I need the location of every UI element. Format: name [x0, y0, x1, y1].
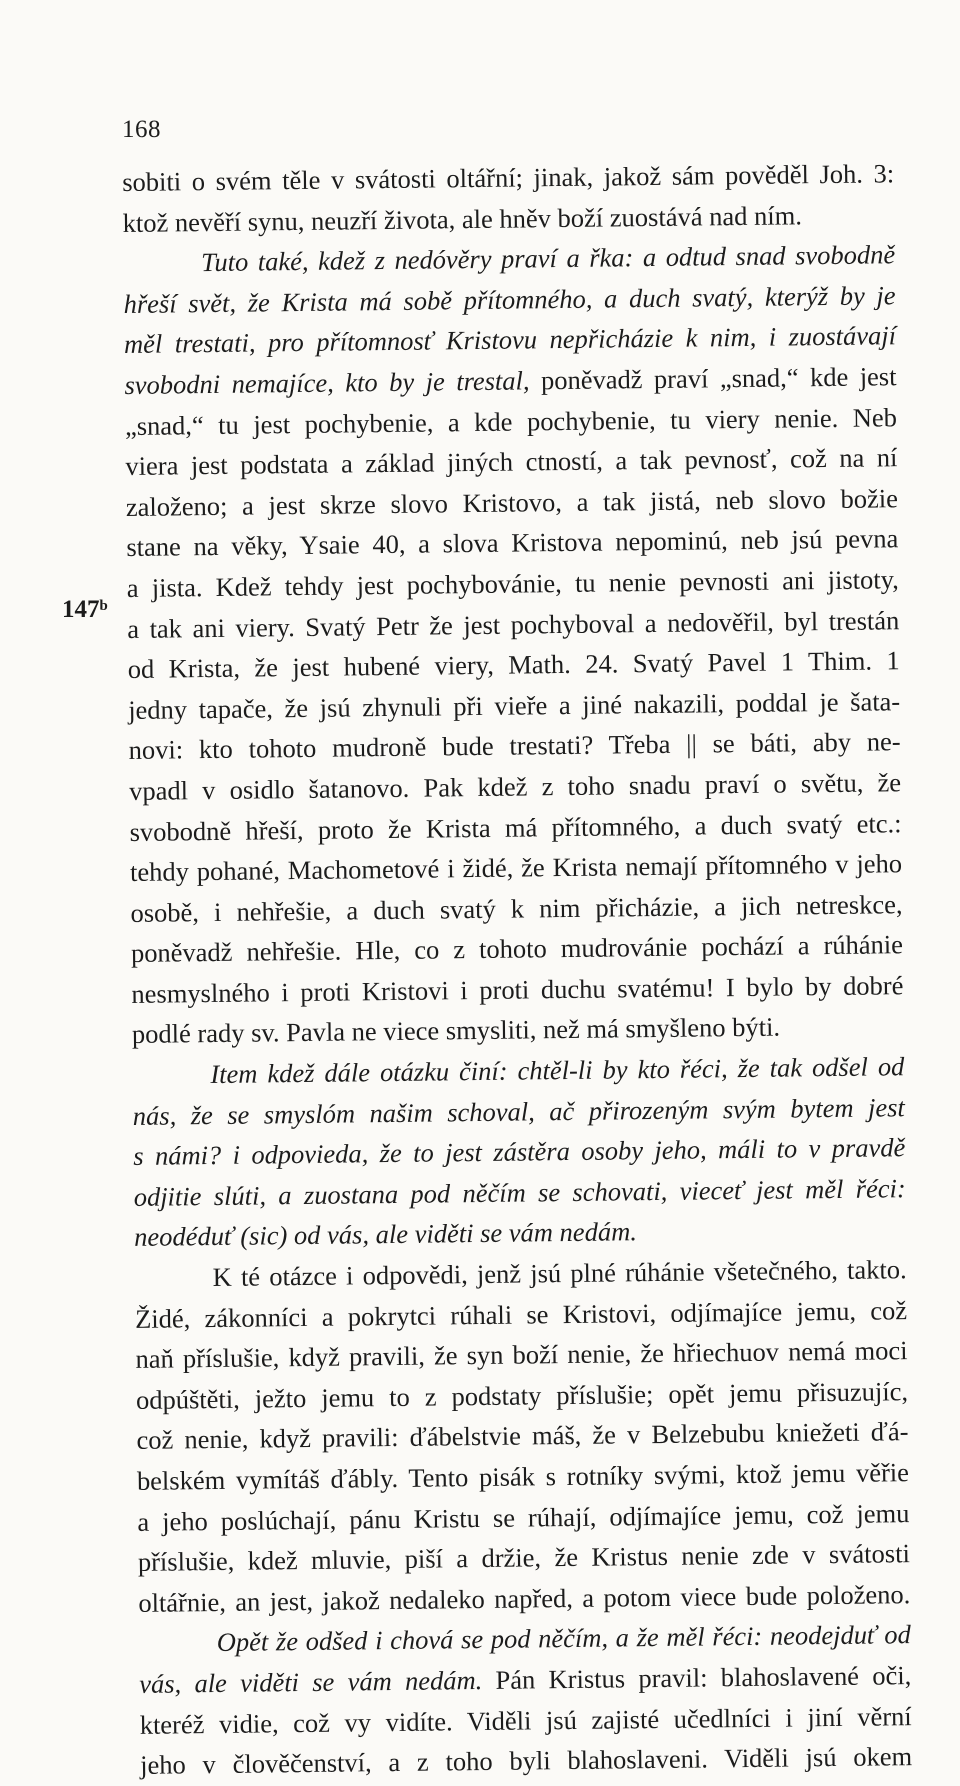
text-segment: vpadl v osidlo šatanovo. Pak kdež z toho snadu praví o světu, že	[128, 767, 902, 806]
text-segment: „snad,“ tu jest pochybenie, a kde pochybenie, tu viery nenie. Neb	[124, 401, 898, 441]
text-segment: viera jest podstata a základ jiných ctností, a tak pevnosť, což na ní	[125, 442, 898, 482]
italic-text-segment: Opět že odšed i chová se pod něčím, a že měl řéci: neodejduť od	[216, 1619, 911, 1658]
text-segment: nesmyslného i proti Kristovi i proti duchu svatému! I bylo by dobré	[131, 970, 904, 1009]
italic-text-segment: odjitie slúti, a zuostana pod něčím se schovati, vieceť jest měl řéci:	[133, 1173, 906, 1212]
text-segment: Židé, zákonníci a pokrytci rúhali se Kristovi, odjímajíce jemu, což	[134, 1294, 908, 1334]
page-number: 168	[122, 116, 161, 143]
text-segment: a tak ani viery. Svatý Petr že jest pochyboval a nedověřil, byl trestán	[127, 604, 900, 644]
text-segment: podlé rady sv. Pavla ne viece smysliti, než má smyšleno býti.	[131, 1012, 781, 1050]
text-segment: naň příslušie, když pravili, že syn boží nenie, že hřiechuov nemá moci	[135, 1335, 908, 1375]
text-segment: tehdy pohané, Machometové i židé, že Krista nemají přítomného v jeho	[129, 848, 903, 888]
text-segment: založeno; a jest skrze slovo Kristovo, a tak jistá, neb slovo božie	[125, 482, 899, 522]
text-segment: příslušie, kdež mluvie, piší a držie, že Kristus nenie zde v svátosti	[137, 1538, 911, 1578]
text-segment: jeho v člověčenství, a z toho byli blahoslaveni. Viděli jsú okem	[140, 1741, 913, 1781]
italic-text-segment: Tuto také, kdež z nedóvěry praví a řka: a odtud snad svobodně	[200, 239, 896, 278]
text-segment: ktož nevěří synu, neuzří života, ale hněv boží zuostává nad ním.	[122, 199, 803, 238]
margin-folio-note: 147ᵇ	[62, 596, 108, 623]
italic-text-segment: vás, ale viděti se vám nedám.	[139, 1664, 496, 1699]
text-segment: stane na věky, Ysaie 40, a slova Kristova nepominú, neb jsú pevna	[126, 523, 899, 563]
text-segment: belském vymítáš ďábly. Tento pisák s rotníky svými, ktož jemu věřie	[136, 1457, 910, 1496]
italic-text-segment: Item kdež dále otázku činí: chtěl-li by kto řéci, že tak odšel od	[210, 1051, 905, 1090]
italic-text-segment: svobodni nemajíce, kto by je trestal,	[124, 365, 542, 400]
italic-text-segment: hřeší svět, že Krista má sobě přítomného, a duch svatý, kterýž by je	[123, 280, 896, 319]
italic-text-segment: měl trestati, pro přítomnosť Kristovu nepřicházie k nim, i zuostávají	[123, 320, 897, 360]
text-segment: od Krista, že jest hubené viery, Math. 24. Svatý Pavel 1 Thim. 1	[127, 645, 900, 685]
text-segment: Pán Kristus pravil: blahoslavené oči,	[495, 1660, 912, 1695]
text-line	[140, 1736, 912, 1785]
text-segment: poněvadž praví „snad,“ kde jest	[540, 361, 897, 396]
text-segment: a jeho poslúchají, pánu Kristu se rúhají, odjímajíce jemu, což jemu	[137, 1497, 910, 1537]
text-segment: osobě, i nehřešie, a duch svatý k nim přicházie, a jich netreskce,	[130, 888, 903, 928]
body-text	[122, 153, 912, 1785]
text-segment: odpúštěti, ježto jemu to z podstaty příslušie; opět jemu přisuzujíc,	[135, 1375, 909, 1415]
italic-text-segment: s námi? i odpovieda, že to jest zástěra osoby jeho, máli to v pravdě	[133, 1132, 906, 1172]
text-segment: sobiti o svém těle v svátosti oltářní; jinak, jakož sám pověděl Joh. 3:	[122, 158, 895, 197]
text-segment: poněvadž nehřešie. Hle, co z tohoto mudrovánie pochází a rúhánie	[130, 929, 904, 969]
text-segment: což nenie, když pravili: ďábelstvie máš, že v Belzebubu kniežeti ďá-	[136, 1416, 909, 1456]
text-segment: K té otázce i odpovědi, jenž jsú plné rúhánie všetečného, takto.	[212, 1254, 907, 1293]
text-segment: novi: kto tohoto mudroně bude trestati? Třeba || se báti, aby ne-	[128, 726, 901, 766]
text-segment: svobodně hřeší, proto že Krista má přítomného, a duch svatý etc.:	[129, 807, 902, 847]
text-segment: a jista. Kdež tehdy jest pochybovánie, tu nenie pevnosti ani jistoty,	[126, 564, 899, 603]
text-segment: kteréž vidie, což vy vidíte. Viděli jsú zajisté učedlníci i jiní věrní	[139, 1700, 912, 1740]
italic-text-segment: nás, že se smyslóm našim schoval, ač přirozeným svým bytem jest	[132, 1091, 905, 1131]
italic-text-segment: neodéduť (sic) od vás, ale viděti se vám nedám.	[134, 1216, 638, 1253]
text-segment: jedny tapače, že jsú zhynuli při vieře a jiné nakazili, poddal je šata-	[128, 685, 901, 725]
text-segment: oltářnie, an jest, jakož nedaleko napřed, a potom viece bude položeno.	[138, 1578, 911, 1618]
